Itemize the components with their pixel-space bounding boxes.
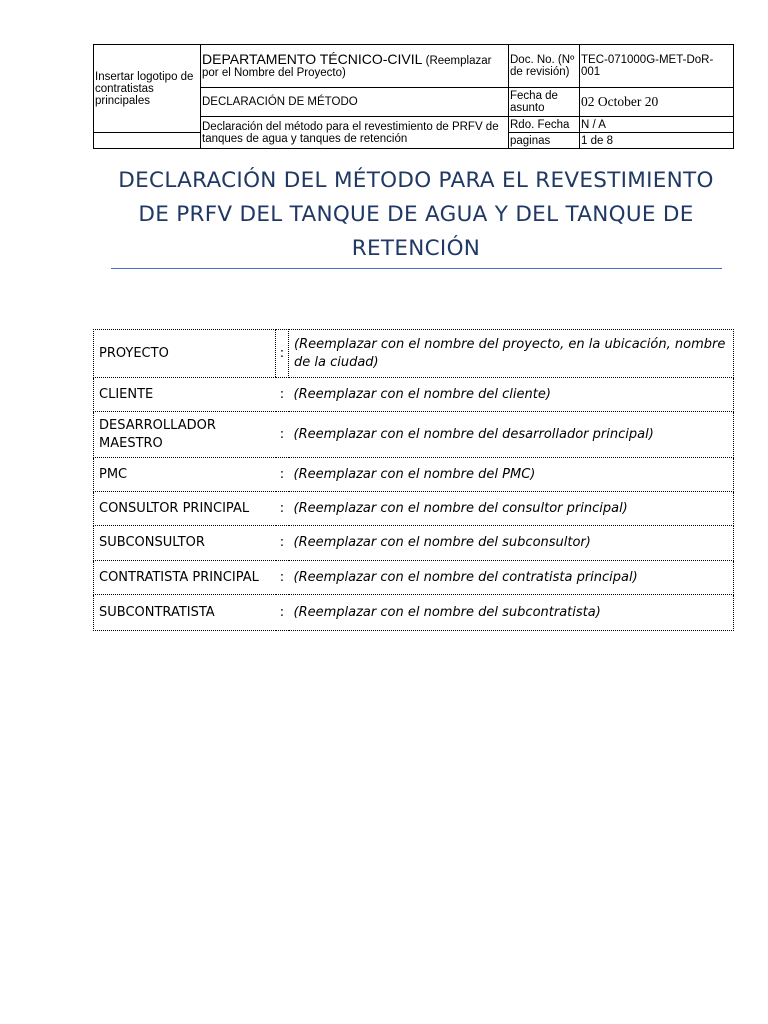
logo-placeholder-filler (94, 133, 201, 149)
field-label: PROYECTO (94, 330, 276, 378)
department-note: (Reemplazar por el Nombre del Proyecto) (202, 55, 492, 79)
field-value: (Reemplazar con el nombre del contratista principal) (289, 561, 734, 595)
pages-value: 1 de 8 (580, 133, 734, 149)
field-colon: : (276, 595, 289, 631)
field-value: (Reemplazar con el nombre del desarrollador principal) (289, 412, 734, 458)
field-colon: : (276, 458, 289, 492)
rev-date-value: N / A (580, 117, 734, 133)
field-value: (Reemplazar con el nombre del consultor principal) (289, 492, 734, 526)
title-underline (111, 268, 722, 269)
field-value: (Reemplazar con el nombre del PMC) (289, 458, 734, 492)
field-value: (Reemplazar con el nombre del cliente) (289, 378, 734, 412)
table-row (94, 492, 734, 526)
field-label: SUBCONSULTOR (94, 526, 276, 561)
title-line-1: DECLARACIÓN DEL MÉTODO PARA EL REVESTIMIENTO (118, 168, 714, 193)
field-label: CLIENTE (94, 378, 276, 412)
document-description: Declaración del método para el revestimiento de PRFV de tanques de agua y tanques de retención (201, 117, 509, 149)
statement-type: DECLARACIÓN DE MÉTODO (201, 88, 509, 117)
field-value: (Reemplazar con el nombre del subconsultor) (289, 526, 734, 561)
department-name: DEPARTAMENTO TÉCNICO-CIVIL (202, 51, 423, 67)
issue-date-value: 02 October 20 (580, 88, 734, 117)
table-row (94, 595, 734, 631)
field-value: (Reemplazar con el nombre del subcontratista) (289, 595, 734, 631)
field-label: SUBCONTRATISTA (94, 595, 276, 631)
table-row (94, 378, 734, 412)
field-colon: : (276, 330, 289, 378)
field-label: CONTRATISTA PRINCIPAL (94, 561, 276, 595)
pages-label: paginas (509, 133, 580, 149)
title-line-3: RETENCIÓN (351, 236, 481, 261)
table-row (94, 412, 734, 458)
field-label: PMC (94, 458, 276, 492)
doc-no-label: Doc. No. (Nº de revisión) (509, 45, 580, 88)
field-colon: : (276, 526, 289, 561)
table-row (94, 526, 734, 561)
table-row (94, 330, 734, 378)
field-colon: : (276, 412, 289, 458)
field-label: CONSULTOR PRINCIPAL (94, 492, 276, 526)
logo-placeholder: Insertar logotipo de contratistas principales (94, 45, 201, 133)
document-header-table (93, 44, 734, 149)
field-label: DESARROLLADOR MAESTRO (94, 412, 276, 458)
field-colon: : (276, 492, 289, 526)
issue-date-label: Fecha de asunto (509, 88, 580, 117)
table-row (94, 458, 734, 492)
field-value: (Reemplazar con el nombre del proyecto, en la ubicación, nombre de la ciudad) (289, 330, 734, 378)
rev-date-label: Rdo. Fecha (509, 117, 580, 133)
project-info-table (93, 329, 734, 631)
doc-no-value: TEC-071000G-MET-DoR-001 (580, 45, 734, 88)
title-line-2: DE PRFV DEL TANQUE DE AGUA Y DEL TANQUE DE (138, 202, 694, 227)
document-title (96, 164, 736, 266)
department-cell (201, 45, 509, 88)
field-colon: : (276, 378, 289, 412)
table-row (94, 561, 734, 595)
field-colon: : (276, 561, 289, 595)
